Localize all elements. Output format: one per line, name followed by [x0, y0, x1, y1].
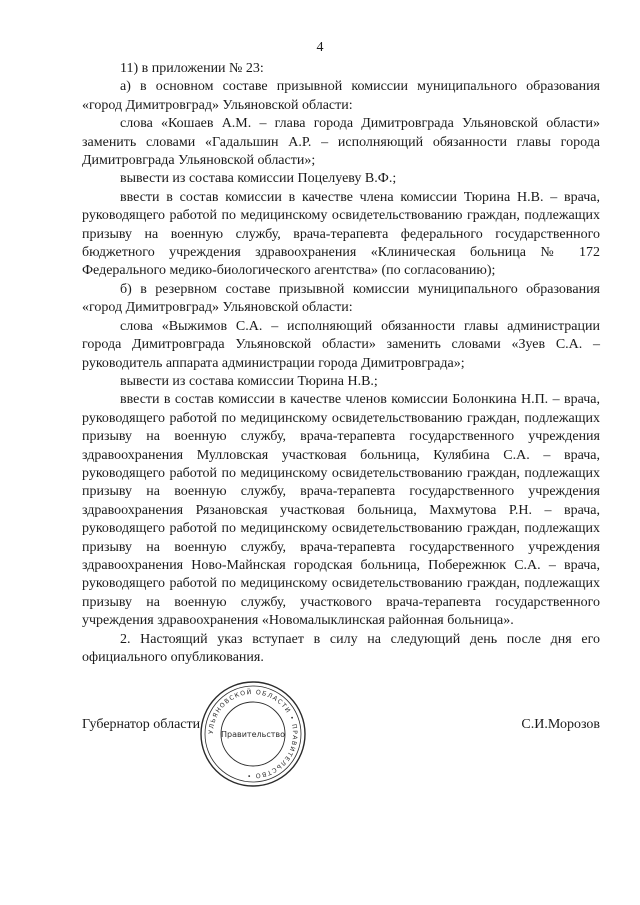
paragraph-add-member-main: ввести в состав комиссии в качестве члена комиссии Тюрина Н.В. – врача, руководящего работой по медицинскому освидетельствованию граждан, подлежащих призыву на военную службу, врача-терапевта федерального государственного бюджетного учреждения здравоохранения «Клиническая больница № 172 Федерального медико-биологического агентства» (по согласованию); [82, 189, 600, 279]
document-body [82, 60, 600, 667]
signature-block [82, 717, 600, 737]
paragraph-appendix-heading: 11) в приложении № 23: [120, 61, 264, 76]
signature-position: Губернатор области [82, 717, 201, 732]
paragraph-reserve-composition: б) в резервном составе призывной комиссии муниципального образования «город Димитровград» Ульяновской области: [82, 281, 600, 316]
paragraph-effective-date: 2. Настоящий указ вступает в силу на следующий день после дня его официального опубликования. [82, 631, 600, 665]
paragraph-remove-member-reserve: вывести из состава комиссии Тюрина Н.В.; [120, 373, 378, 389]
paragraph-main-composition: а) в основном составе призывной комиссии муниципального образования «город Димитровград» Ульяновской области: [82, 79, 600, 113]
paragraph-replace-words-reserve: слова «Выжимов С.А. – исполняющий обязанности главы администрации города Димитровграда Ульяновской области» заменить словами «Зуев С.А. – руководитель аппарата администрации города Димитровграда»; [82, 318, 600, 371]
signature-name: С.И.Морозов [521, 717, 600, 732]
paragraph-add-members-reserve: ввести в состав комиссии в качестве членов комиссии Болонкина Н.П. – врача, руководящего работой по медицинскому освидетельствованию граждан, подлежащих призыву на военную службу, врача-терапевта государственного учреждения здравоохранения Мулловская участковая больница, Кулябина С.А. – врача, руководящего работой по медицинскому освидетельствованию граждан, подлежащих призыву на военную службу, врача-терапевта государственного учреждения здравоохранения Рязановская участковая больница, Махмутова Р.Н. – врача, руководящего работой по медицинскому освидетельствованию граждан, подлежащих призыву на военную службу, врача-терапевта государственного учреждения здравоохранения Ново-Майнская городская больница, Побережнюк С.А. – врача, руководящего работой по медицинскому освидетельствованию граждан, подлежащих призыву на военную службу, участкового врача-терапевта государственного учреждения здравоохранения «Новомалыклинская районная больница». [82, 392, 600, 629]
official-seal-icon [197, 678, 309, 790]
seal-center-text: Правительство [221, 730, 285, 739]
paragraph-remove-member-main: вывести из состава комиссии Поцелуеву В.Ф.; [120, 171, 397, 187]
paragraph-replace-words-main: слова «Кошаев А.М. – глава города Димитровграда Ульяновской области» заменить словами «Гадальшин А.Р. – исполняющий обязанности главы города Димитровграда Ульяновской области»; [82, 116, 600, 169]
page-number: 4 [316, 40, 324, 55]
seal-ring-text: УЛЬЯНОВСКОЙ ОБЛАСТИ • ПРАВИТЕЛЬСТВО • [207, 688, 299, 780]
